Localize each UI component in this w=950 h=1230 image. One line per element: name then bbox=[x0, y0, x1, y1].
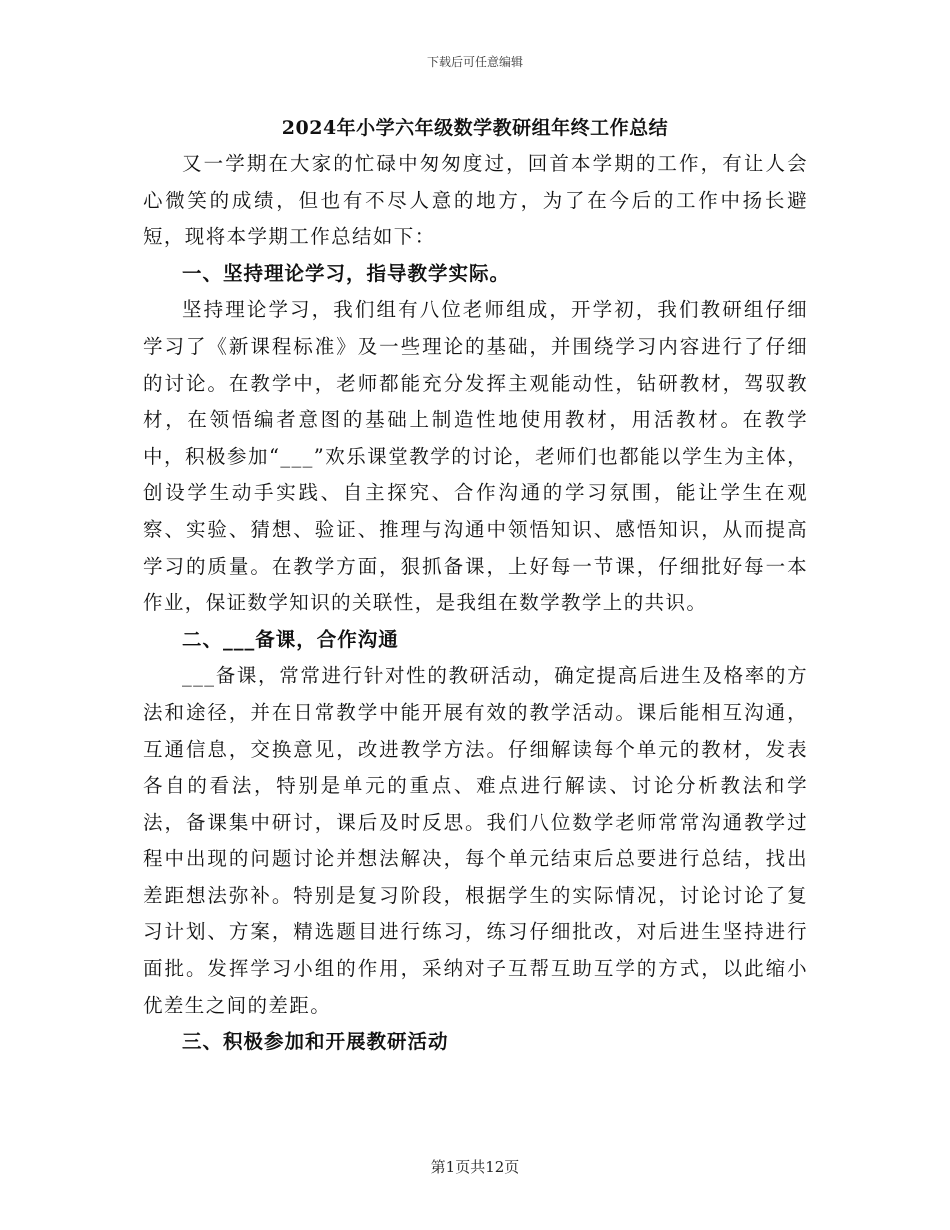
section-2-heading: 二、___备课，合作沟通 bbox=[182, 627, 399, 651]
section-3-heading: 三、积极参加和开展教研活动 bbox=[182, 1030, 449, 1054]
page-footer: 第1页共12页 bbox=[430, 1158, 520, 1176]
intro-paragraph: 又一学期在大家的忙碌中匆匆度过，回首本学期的工作，有让人会心微笑的成绩，但也有不尽人意的地方，为了在今后的工作中扬长避短，现将本学期工作总结如下： bbox=[143, 152, 808, 249]
document-title: 2024年小学六年级数学教研组年终工作总结 bbox=[281, 117, 669, 139]
section-1-body: 坚持理论学习，我们组有八位老师组成，开学初，我们教研组仔细学习了《新课程标准》及一些理论的基础，并围绕学习内容进行了仔细的讨论。在教学中，老师都能充分发挥主观能动性，钻研教材，驾驭教材，在领悟编者意图的基础上制造性地使用教材，用活教材。在教学中，积极参加“___”欢乐课堂教学的讨论，老师们也都能以学生为主体，创设学生动手实践、自主探究、合作沟通的学习氛围，能让学生在观察、实验、猜想、验证、推理与沟通中领悟知识、感悟知识，从而提高学习的质量。在教学方面，狠抓备课，上好每一节课，仔细批好每一本作业，保证数学知识的关联性，是我组在数学教学上的共识。 bbox=[143, 298, 808, 615]
document-body bbox=[143, 146, 808, 1061]
section-1-heading: 一、坚持理论学习，指导教学实际。 bbox=[182, 261, 511, 285]
section-2-body: ___备课，常常进行针对性的教研活动，确定提高后进生及格率的方法和途径，并在日常教学中能开展有效的教学活动。课后能相互沟通，互通信息，交换意见，改进教学方法。仔细解读每个单元的教材，发表各自的看法，特别是单元的重点、难点进行解读、讨论分析教法和学法，备课集中研讨，课后及时反思。我们八位数学老师常常沟通教学过程中出现的问题讨论并想法解决，每个单元结束后总要进行总结，找出差距想法弥补。特别是复习阶段，根据学生的实际情况，讨论讨论了复习计划、方案，精选题目进行练习，练习仔细批改，对后进生坚持进行面批。发挥学习小组的作用，采纳对子互帮互助互学的方式，以此缩小优差生之间的差距。 bbox=[143, 664, 808, 1017]
header-note: 下载后可任意编辑 bbox=[426, 55, 523, 69]
